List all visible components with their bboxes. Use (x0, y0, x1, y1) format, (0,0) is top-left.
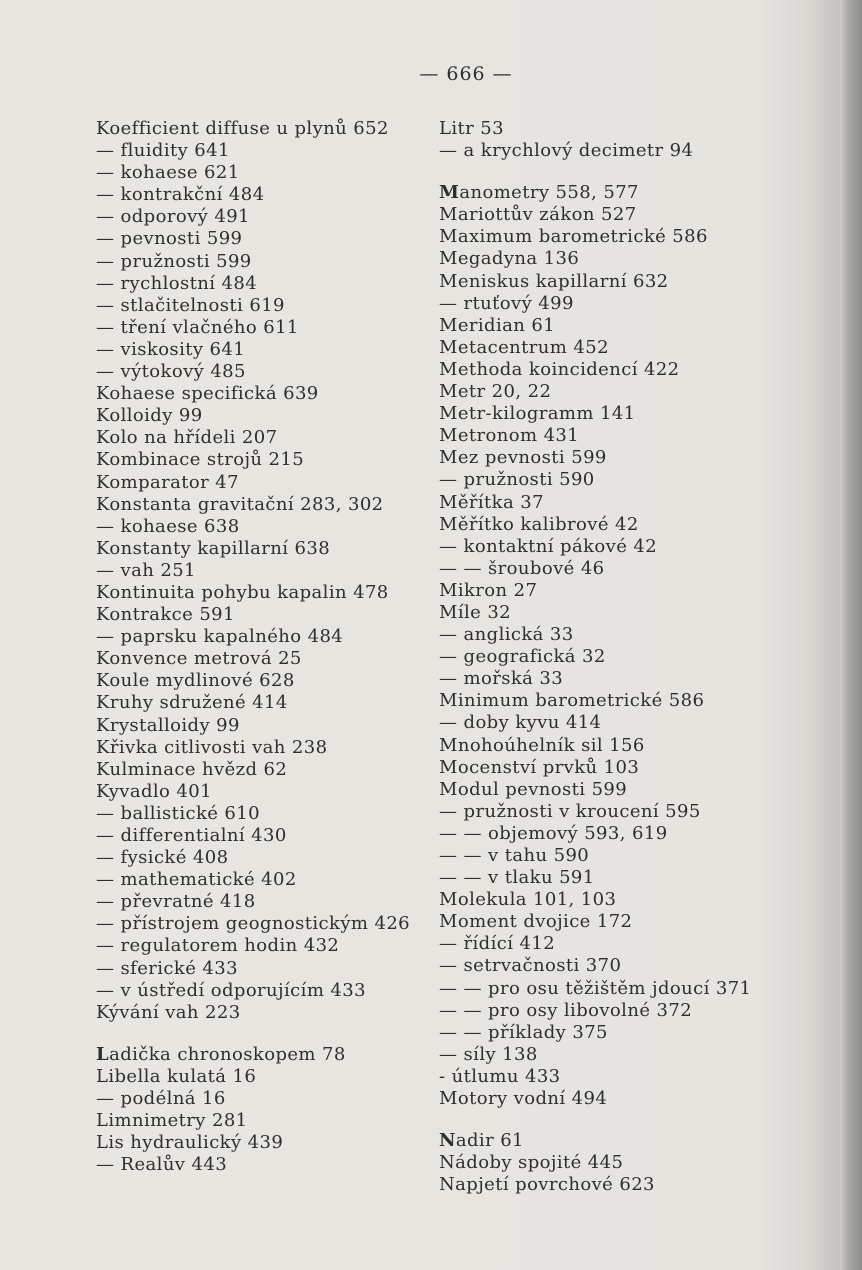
index-entry: — síly 138 (439, 1043, 538, 1065)
index-entry: — anglická 33 (439, 624, 574, 646)
index-entry: — geografická 32 (439, 646, 606, 668)
index-entry: Lis hydraulický 439 (96, 1132, 284, 1154)
index-entry: — převratné 418 (96, 891, 256, 913)
index-entry: — fluidity 641 (96, 140, 230, 162)
index-entry: Megadyna 136 (439, 248, 580, 270)
index-entry: Molekula 101, 103 (439, 889, 617, 911)
index-entry: — sferické 433 (96, 957, 238, 979)
index-entry: — stlačitelnosti 619 (96, 294, 285, 316)
index-entry: — přístrojem geognostickým 426 (96, 913, 411, 935)
index-entry: Mnohoúhelník sil 156 (439, 734, 645, 756)
index-entry: Konvence metrová 25 (96, 648, 302, 670)
index-entry: Mikron 27 (439, 579, 538, 601)
index-entry: Motory vodní 494 (439, 1088, 608, 1110)
index-column-left (96, 118, 410, 1176)
index-entry: — Realův 443 (96, 1154, 228, 1176)
index-entry: Kohaese specifická 639 (96, 383, 319, 405)
index-entry: — doby kyvu 414 (439, 712, 602, 734)
index-entry: — — v tlaku 591 (439, 867, 595, 889)
index-entry: — a krychlový decimetr 94 (439, 140, 694, 162)
index-entry: — mathematické 402 (96, 869, 297, 891)
index-entry: — ballistické 610 (96, 802, 260, 824)
index-entry: — differentialní 430 (96, 825, 287, 846)
index-entry: — podélná 16 (96, 1088, 226, 1110)
index-entry: Kontinuita pohybu kapalin 478 (96, 581, 389, 603)
index-entry: Maximum barometrické 586 (439, 226, 708, 248)
index-entry: — — pro osu těžištěm jdoucí 371 (439, 977, 752, 999)
index-entry: — fysické 408 (96, 847, 229, 869)
index-entry: — pevnosti 599 (96, 228, 243, 250)
index-entry: Kombinace strojů 215 (96, 449, 305, 471)
index-entry: — kohaese 638 (96, 515, 240, 537)
index-entry: Nádoby spojité 445 (439, 1152, 624, 1174)
index-entry: Methoda koincidencí 422 (439, 358, 680, 380)
index-entry: Libella kulatá 16 (96, 1065, 257, 1087)
index-entry: Metronom 431 (439, 425, 580, 447)
index-entry: — vah 251 (96, 559, 196, 581)
index-entry: Modul pevnosti 599 (439, 778, 628, 800)
index-section-initial: M (439, 182, 460, 204)
index-entry: Křivka citlivosti vah 238 (96, 736, 328, 758)
index-entry: Konstanty kapillarní 638 (96, 537, 331, 559)
index-entry: — regulatorem hodin 432 (96, 935, 340, 957)
index-entry: — pružnosti 599 (96, 250, 252, 272)
index-entry: - útlumu 433 (439, 1065, 561, 1087)
index-entry-text: anometry 558, 577 (459, 182, 639, 204)
index-entry: Mez pevnosti 599 (439, 447, 607, 469)
index-entry (96, 1044, 410, 1066)
index-entry: Limnimetry 281 (96, 1110, 248, 1132)
index-entry (439, 182, 751, 204)
index-entry: Míle 32 (439, 601, 512, 623)
index-entry: — viskosity 641 (96, 338, 246, 360)
index-entry: — odporový 491 (96, 206, 250, 228)
index-entry: Koefficient diffuse u plynů 652 (96, 118, 389, 139)
index-entry-text: adir 61 (455, 1130, 524, 1152)
index-entry: — kontaktní pákové 42 (439, 535, 658, 557)
index-entry: — pružnosti 590 (439, 469, 595, 491)
index-entry: — — šroubové 46 (439, 557, 605, 579)
index-entry: — výtokový 485 (96, 361, 246, 383)
index-entry: — kohaese 621 (96, 162, 240, 184)
index-entry: Konstanta gravitační 283, 302 (96, 493, 384, 515)
index-entry: — řídící 412 (439, 933, 556, 955)
index-section-initial: N (439, 1130, 456, 1152)
index-entry: — — objemový 593, 619 (439, 822, 668, 844)
page-number: — 666 — (419, 63, 513, 85)
index-entry: — tření vlačného 611 (96, 316, 299, 338)
index-entry: Mariottův zákon 527 (439, 204, 637, 226)
index-entry-text: adička chronoskopem 78 (109, 1043, 346, 1065)
index-entry: — — v tahu 590 (439, 845, 590, 866)
index-entry: Kývání vah 223 (96, 1001, 241, 1023)
index-entry (439, 1130, 751, 1152)
index-entry: Metr 20, 22 (439, 381, 552, 403)
index-entry: Napjetí povrchové 623 (439, 1174, 655, 1196)
index-entry: Měřítka 37 (439, 491, 544, 513)
index-entry: — mořská 33 (439, 668, 564, 690)
page-edge-shadow (840, 0, 862, 1270)
index-entry: Komparator 47 (96, 471, 239, 493)
index-entry: — rtuťový 499 (439, 292, 574, 314)
index-column-right (439, 118, 751, 1196)
index-entry: — setrvačnosti 370 (439, 955, 622, 977)
index-entry: Moment dvojice 172 (439, 911, 633, 933)
index-entry: — — pro osy libovolné 372 (439, 999, 693, 1021)
index-entry: Mocenství prvků 103 (439, 756, 640, 778)
index-entry: Kolloidy 99 (96, 405, 203, 427)
index-entry: — — příklady 375 (439, 1021, 608, 1043)
index-entry: Koule mydlinové 628 (96, 670, 295, 692)
index-entry: — rychlostní 484 (96, 272, 258, 294)
index-entry: Kolo na hřídeli 207 (96, 427, 278, 449)
index-entry: Krystalloidy 99 (96, 714, 240, 736)
index-entry: Kruhy sdružené 414 (96, 692, 288, 714)
index-entry: Metacentrum 452 (439, 336, 609, 358)
index-entry: — paprsku kapalného 484 (96, 626, 344, 648)
index-entry: Měřítko kalibrové 42 (439, 513, 639, 535)
index-section-initial: L (96, 1043, 110, 1065)
index-entry: Meniskus kapillarní 632 (439, 270, 669, 292)
index-entry: Meridian 61 (439, 314, 556, 336)
index-entry: Metr-kilogramm 141 (439, 403, 636, 425)
index-entry: — v ústředí odporujícím 433 (96, 979, 366, 1001)
index-entry: Kyvadlo 401 (96, 780, 212, 802)
index-entry: — pružnosti v kroucení 595 (439, 800, 701, 822)
index-entry: Litr 53 (439, 118, 504, 139)
index-entry: Minimum barometrické 586 (439, 690, 705, 712)
index-entry: Kulminace hvězd 62 (96, 758, 288, 780)
index-entry: Kontrakce 591 (96, 604, 235, 626)
index-entry: — kontrakční 484 (96, 184, 265, 206)
